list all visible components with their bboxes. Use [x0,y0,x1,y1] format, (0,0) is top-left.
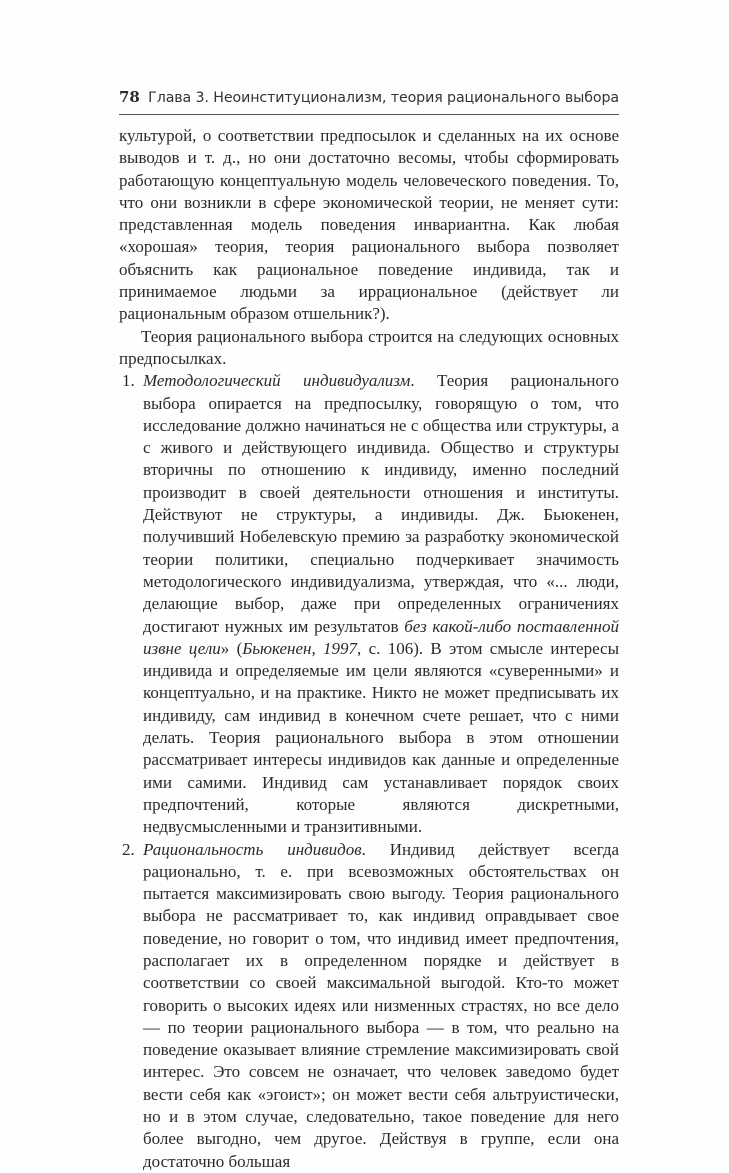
quote-emphasis: без какой-либо поставленной извне цели [143,616,619,658]
paragraph: Теория рационального выбора строится на следующих основных предпосылках. [119,326,619,368]
list-number: 2. [122,839,135,859]
citation-year: 1997 [323,638,358,658]
list-item-text: » ( [220,638,243,658]
list-item-text: . Индивид действует всегда рационально, т. е. при всевозможных обстоятельствах он пытается максимизировать свою выгоду. Теория рационального выбора не рассматривает то, как индивид оправдывает свое поведение, но говорит о том, что индивид имеет предпочтения, располагает их в определенном порядке и действует в соответствии со своей максимальной выгодой. Кто-то может говорить о высоких идеях или низменных страстях, но все дело — по теории рационального выбора — в том, что реально на поведение оказывает влияние стремление максимизировать свой интерес. Это совсем не означает, что человек заведомо будет вести себя как «эгоист»; он может вести себя альтруистически, но и в этом случае, следовательно, такое поведение для него более выгодно, чем другое. Действуя в группе, если она достаточно большая [143,839,620,1171]
list-item-title: Методологический индивидуализм [143,371,411,391]
list-number: 1. [122,371,135,391]
running-header [119,88,619,115]
page-number: 78 [119,88,140,106]
paragraph: культурой, о соответствии предпосылок и сделанных на их основе выводов и т. д., но они достаточно весомы, чтобы сформировать работающую концептуальную модель человеческого поведения. То, что они возникли в сфере экономической теории, не меняет сути: представленная модель поведения инвариантна. Как любая «хорошая» теория, теория рационального выбора позволяет объяснить как рациональное поведение индивида, так и принимаемое людьми за иррациональное (действует ли рациональным образом отшельник?). [119,126,619,324]
citation-author: Бьюкенен [242,638,312,658]
list-item-title: Рациональность индивидов [143,839,362,859]
list-item-rationality-of-individuals [119,839,619,1173]
book-page [119,88,619,1173]
chapter-title: Глава 3. Неоинституционализм, теория рационального выбора [148,90,619,106]
list-item-text: . Теория рационального выбора опирается на предпосылку, говорящую о том, что исследование должно начинаться не с общества или структуры, а с живого и действующего индивида. Общество и структуры вторичны по отношению к индивиду, именно последний производит в своей деятельности отношения и институты. Действуют не структуры, а индивиды. Дж. Бьюкенен, получивший Нобелевскую премию за разработку экономической теории политики, специально подчеркивает значимость методологического индивидуализма, утверждая, что «... люди, делающие выбор, даже при определенных ограничениях достигают нужных им результатов [143,371,619,636]
body-text [119,125,619,1173]
citation-separator: , [311,638,324,658]
list-item-text: , с. 106). В этом смысле интересы индивида и определяемые им цели являются «суверенными» и концептуально, и на практике. Никто не может предписывать их индивиду, сам индивид в конечном счете решает, что с ними делать. Теория рационального выбора в этом отношении рассматривает интересы индивидов как данные и определенные ими самими. Индивид сам устанавливает порядок своих предпочтений, которые являются дискретными, недвусмысленными и транзитивными. [143,638,620,837]
list-item-methodological-individualism [119,370,619,838]
